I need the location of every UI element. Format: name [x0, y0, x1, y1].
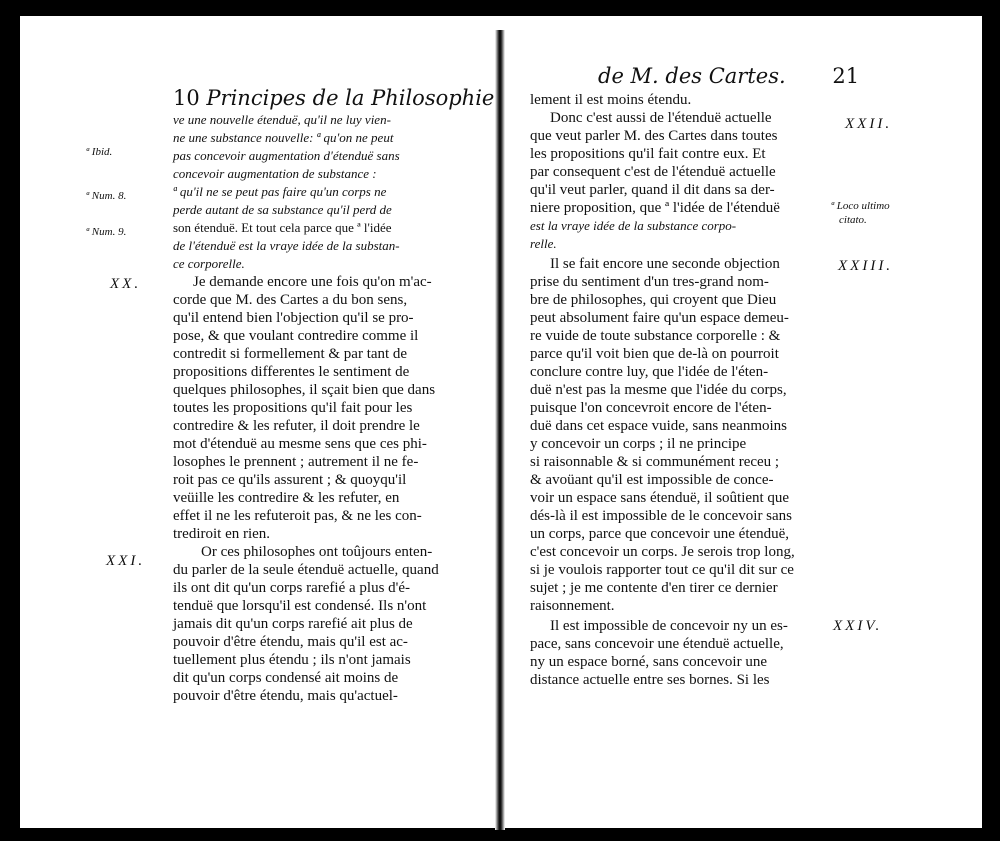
- text-line: prise du sentiment d'un tres-grand nom-: [530, 274, 769, 290]
- left-margin-note: ª Num. 9.: [86, 226, 127, 238]
- text-line: veüille les contredire & les refuter, en: [173, 490, 400, 506]
- text-line: concevoir augmentation de substance :: [173, 166, 377, 181]
- section-mark: XXIV.: [833, 618, 883, 634]
- text-line: de l'étenduë est la vraye idée de la substan-: [173, 238, 400, 253]
- text-line: dit qu'un corps condensé ait moins de: [173, 670, 399, 686]
- section-mark: XXII.: [845, 116, 893, 132]
- text-line: voir un espace sans étenduë, il soûtient que: [530, 490, 790, 506]
- text-line: tuellement plus étendu ; ils n'ont jamais: [173, 652, 411, 668]
- text-line: si je voulois rapporter tout ce qu'il dit sur ce: [530, 562, 794, 578]
- text-line: ve une nouvelle étenduë, qu'il ne luy vien-: [173, 112, 391, 127]
- text-line: relle.: [530, 236, 557, 251]
- text-line: que veut parler M. des Cartes dans toutes: [530, 128, 778, 144]
- text-line: sujet ; je me contente d'en tirer ce dernier: [530, 580, 778, 596]
- text-line: bre de philosophes, qui croyent que Dieu: [530, 292, 777, 308]
- text-line: jamais dit qu'un corps rarefié ait plus de: [173, 616, 413, 632]
- text-line: par consequent c'est de l'étenduë actuelle: [530, 164, 776, 180]
- text-line: les propositions qu'il fait contre eux. Et: [530, 146, 766, 162]
- text-line: niere proposition, que ª l'idée de l'étenduë: [530, 200, 780, 216]
- text-line: son étenduë. Et tout cela parce que ª l'idée: [173, 220, 392, 235]
- text-line: distance actuelle entre ses bornes. Si les: [530, 672, 770, 688]
- text-line: & avoüant qu'il est impossible de conce-: [530, 472, 774, 488]
- text-line: Il se fait encore une seconde objection: [550, 256, 780, 272]
- text-line: lement il est moins étendu.: [530, 92, 692, 108]
- text-line: contredire & les refuter, il doit prendre le: [173, 418, 420, 434]
- text-line: losophes le prennent ; autrement il ne fe-: [173, 454, 419, 470]
- text-line: est la vraye idée de la substance corpo-: [530, 218, 737, 233]
- text-line: pouvoir d'être étendu, mais qu'actuel-: [173, 688, 398, 704]
- text-line: ª qu'il ne se peut pas faire qu'un corps ne: [173, 184, 387, 199]
- text-line: qu'il entend bien l'objection qu'il se pro-: [173, 310, 414, 326]
- text-line: qu'il veut parler, quand il dit dans sa der-: [530, 182, 775, 198]
- text-line: conclure contre luy, que l'idée de l'éten-: [530, 364, 769, 380]
- text-line: duë n'est pas la mesme que l'idée du corps,: [530, 382, 787, 398]
- text-line: toutes les propositions qu'il fait pour les: [173, 400, 413, 416]
- text-line: parce qu'il voit bien que de-là on pourroit: [530, 346, 779, 362]
- text-line: dés-là il est impossible de le concevoir sans: [530, 508, 793, 524]
- text-line: pose, & que voulant contredire comme il: [173, 328, 419, 344]
- text-line: Il est impossible de concevoir ny un es-: [550, 618, 788, 634]
- scan-edge-right: [982, 0, 1000, 841]
- text-line: c'est concevoir un corps. Je serois trop long,: [530, 544, 795, 560]
- text-line: corde que M. des Cartes a du bon sens,: [173, 292, 408, 308]
- text-line: duë dans cet espace vuide, sans neanmoins: [530, 418, 787, 434]
- text-line: un corps, parce que concevoir une étenduë,: [530, 526, 790, 542]
- right-running-head: [598, 64, 859, 88]
- text-line: ils ont dit qu'un corps rarefié a plus d'é-: [173, 580, 411, 596]
- text-line: quelques philosophes, il sçait bien que dans: [173, 382, 436, 398]
- right-margin-note: ª Loco ultimo: [831, 200, 890, 212]
- text-line: Donc c'est aussi de l'étenduë actuelle: [550, 110, 772, 126]
- text-line: propositions differentes le sentiment de: [173, 364, 410, 380]
- text-line: Or ces philosophes ont toûjours enten-: [201, 544, 433, 560]
- right-header-title: de M. des Cartes.: [598, 64, 786, 88]
- text-line: pace, sans concevoir une étenduë actuelle,: [530, 636, 784, 652]
- text-line: pouvoir d'être étendu, mais qu'il est ac-: [173, 634, 408, 650]
- text-line: ny un espace borné, sans concevoir une: [530, 654, 767, 670]
- text-line: contredit si formellement & par tant de: [173, 346, 408, 362]
- text-line: roit pas ce qu'ils assurent ; & quoyqu'il: [173, 472, 407, 488]
- left-running-head: [173, 86, 494, 110]
- section-mark: XXIII.: [838, 258, 894, 274]
- right-page: [505, 0, 982, 828]
- text-line: perde autant de sa substance qu'il perd de: [173, 202, 392, 217]
- text-line: ce corporelle.: [173, 256, 245, 271]
- text-line: effet il ne les refuteroit pas, & ne les con-: [173, 508, 422, 524]
- left-margin-note: ª Ibid.: [86, 146, 113, 158]
- text-line: si raisonnable & si communément receu ;: [530, 454, 780, 470]
- text-line: ne une substance nouvelle: ª qu'on ne peut: [173, 130, 394, 145]
- text-line: du parler de la seule étenduë actuelle, quand: [173, 562, 439, 578]
- scan-edge-left: [0, 0, 20, 841]
- text-line: Je demande encore une fois qu'on m'ac-: [193, 274, 432, 290]
- left-header-title: Principes de la Philosophie: [206, 86, 495, 110]
- text-line: tenduë que lorsqu'il est condensé. Ils n'ont: [173, 598, 427, 614]
- text-line: puisque l'on concevroit encore de l'éten-: [530, 400, 772, 416]
- section-mark: XXI.: [106, 553, 146, 569]
- text-line: raisonnement.: [530, 598, 615, 614]
- left-page-number: 10: [173, 86, 200, 110]
- text-line: y concevoir un corps ; il ne principe: [530, 436, 747, 452]
- right-page-number: 21: [832, 64, 860, 88]
- left-page: [20, 0, 498, 828]
- left-margin-note: ª Num. 8.: [86, 190, 127, 202]
- text-line: re vuide de toute substance corporelle : &: [530, 328, 781, 344]
- text-line: mot d'étenduë au mesme sens que ces phi-: [173, 436, 427, 452]
- text-line: peut absolument faire qu'un espace demeu-: [530, 310, 789, 326]
- text-line: pas concevoir augmentation d'étenduë sans: [173, 148, 400, 163]
- section-mark: XX.: [110, 276, 142, 292]
- right-margin-note: citato.: [839, 214, 867, 226]
- text-line: trediroit en rien.: [173, 526, 271, 542]
